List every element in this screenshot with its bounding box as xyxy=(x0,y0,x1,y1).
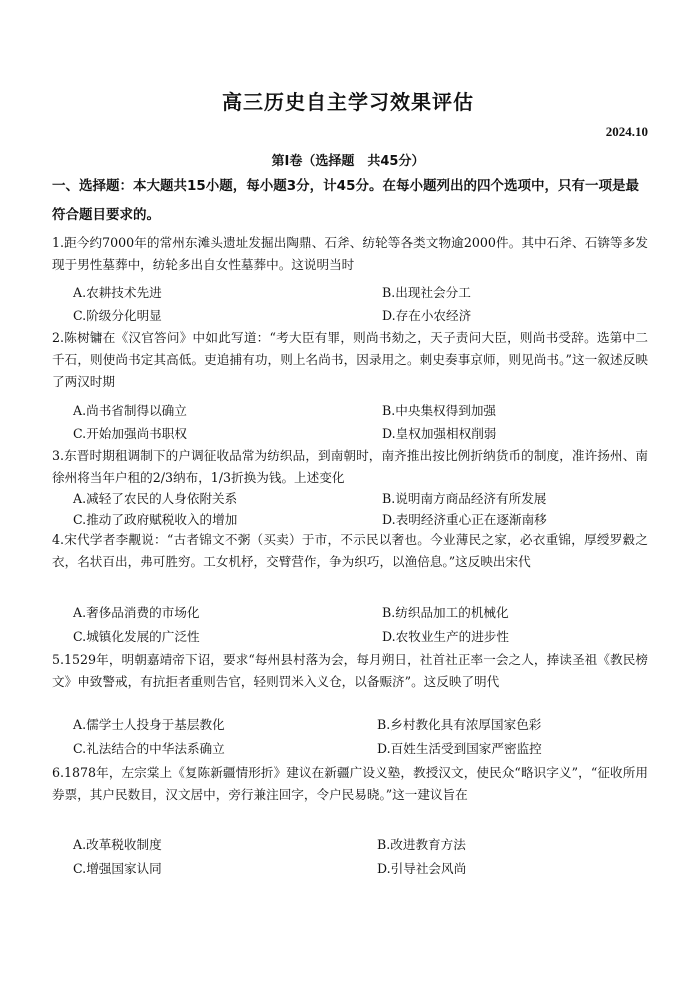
question-6-stem: 6.1878年，左宗棠上《复陈新疆情形折》建议在新疆广设义塾，教授汉文，使民众“略识字义”，“征收所用券票，其户民数目，汉文居中，旁行兼注回字，令户民易晓。”这一建议旨在 xyxy=(52,765,648,802)
question-1-stem: 1.距今约7000年的常州东滩头遗址发掘出陶鼎、石斧、纺轮等各类文物逾2000件。其中石斧、石锛等多发现于男性墓葬中，纺轮多出自女性墓葬中。这说明当时 xyxy=(52,235,648,272)
option-3c: C.推动了政府赋税收入的增加 xyxy=(73,512,238,527)
option-1a: A.农耕技术先进 xyxy=(73,285,162,300)
option-1b: B.出现社会分工 xyxy=(382,285,471,300)
option-6d: D.引导社会风尚 xyxy=(377,861,467,876)
option-3d: D.表明经济重心正在逐渐南移 xyxy=(382,512,547,527)
option-5c: C.礼法结合的中华法系确立 xyxy=(73,741,225,756)
section-instructions: 一、选择题：本大题共15小题，每小题3分，计45分。在每小题列出的四个选项中，只有一项是最符合题目要求的。 xyxy=(52,178,639,223)
option-5d: D.百姓生活受到国家严密监控 xyxy=(377,741,542,756)
option-3a: A.减轻了农民的人身依附关系 xyxy=(73,491,238,506)
option-3b: B.说明南方商品经济有所发展 xyxy=(382,491,547,506)
option-4c: C.城镇化发展的广泛性 xyxy=(73,629,200,644)
option-1d: D.存在小农经济 xyxy=(382,308,472,323)
option-2d: D.皇权加强相权削弱 xyxy=(382,426,497,441)
option-4d: D.农牧业生产的进步性 xyxy=(382,629,509,644)
exam-date: 2024.10 xyxy=(605,124,648,139)
option-6b: B.改进教育方法 xyxy=(377,837,466,852)
question-4-stem: 4.宋代学者李觏说：“古者锦文不粥（买卖）于市，不示民以奢也。今业薄民之家，必衣重锦，厚绶罗縠之衣，名状百出，弗可胜穷。工女机杼，交臂营作，争为织巧，以渔倍息。”这反映出宋代 xyxy=(52,532,648,569)
option-2c: C.开始加强尚书职权 xyxy=(73,426,187,441)
option-6c: C.增强国家认同 xyxy=(73,861,162,876)
page-title: 高三历史自主学习效果评估 xyxy=(222,90,474,114)
option-4b: B.纺织品加工的机械化 xyxy=(382,605,509,620)
option-5a: A.儒学士人投身于基层教化 xyxy=(73,717,225,732)
question-2-stem: 2.陈树镛在《汉官答问》中如此写道：“考大臣有罪，则尚书劾之，天子责问大臣，则尚书受辞。选第中二千石，则使尚书定其高低。吏追捕有功，则上名尚书，因录用之。刺史奏事京师，则见尚书。”这一叙述反映了两汉时期 xyxy=(52,330,648,389)
option-2a: A.尚书省制得以确立 xyxy=(73,403,187,418)
option-4a: A.奢侈品消费的市场化 xyxy=(73,605,200,620)
option-1c: C.阶级分化明显 xyxy=(73,308,162,323)
question-3-stem: 3.东晋时期租调制下的户调征收品常为纺织品，到南朝时，南齐推出按比例折纳货币的制度，准许扬州、南徐州将当年户租的2/3纳布，1/3折换为钱。上述变化 xyxy=(52,448,648,485)
question-5-stem: 5.1529年，明朝嘉靖帝下诏，要求“每州县村落为会，每月朔日，社首社正率一会之人，捧读圣祖《教民榜文》申致警戒，有抗拒者重则告官，轻则罚米入义仓，以备赈济”。这反映了明代 xyxy=(52,652,648,689)
part-heading: 第Ⅰ卷（选择题 共45分） xyxy=(271,154,425,169)
option-6a: A.改革税收制度 xyxy=(73,837,162,852)
option-2b: B.中央集权得到加强 xyxy=(382,403,497,418)
option-5b: B.乡村教化具有浓厚国家色彩 xyxy=(377,717,542,732)
